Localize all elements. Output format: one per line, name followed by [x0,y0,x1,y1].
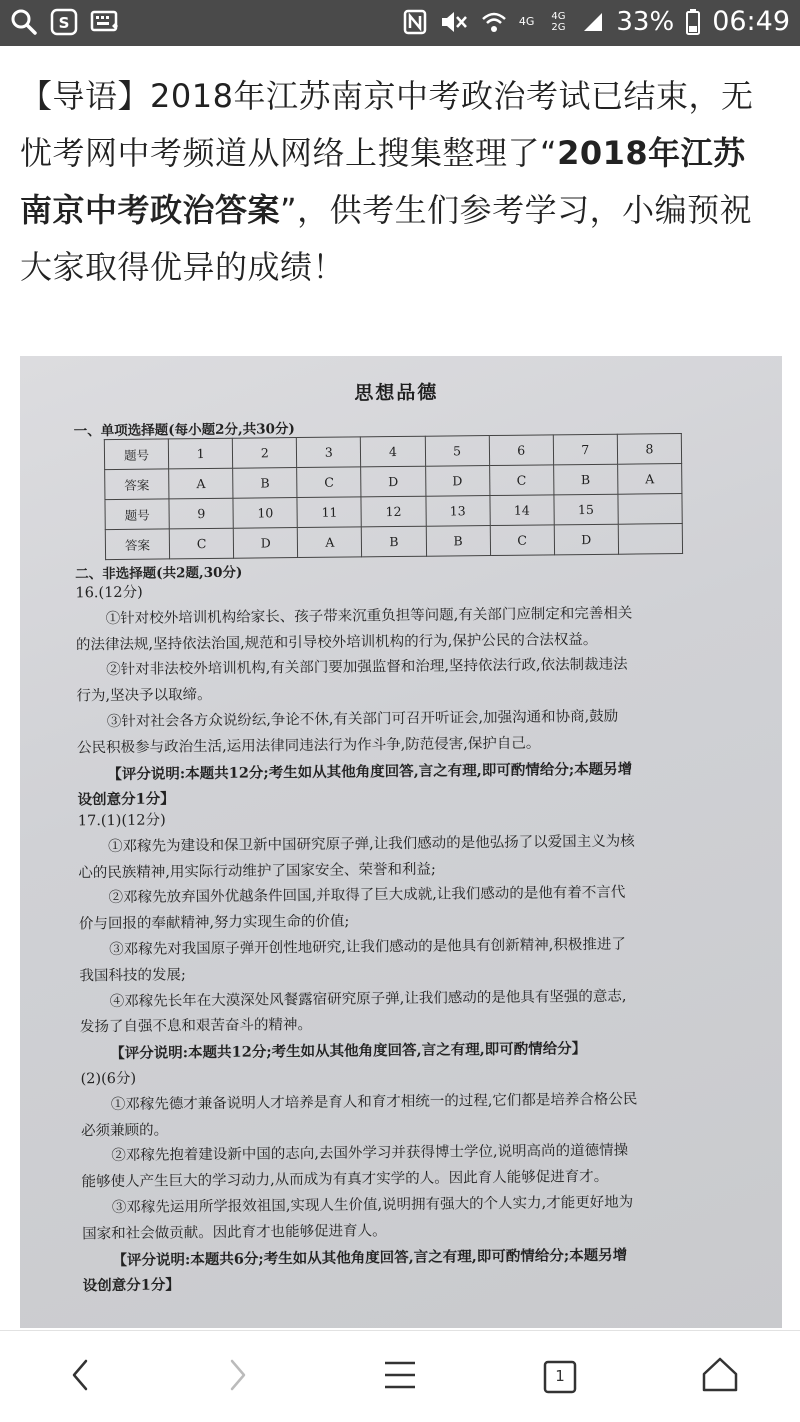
answer-line: 发扬了自强不息和艰苦奋斗的精神。 [79,1017,313,1036]
answer-sheet [20,356,782,1328]
answer-table-row [105,524,682,560]
status-bar [0,0,800,46]
answer-line: ③针对社会各方众说纷纭,争论不休,有关部门可召开听证会,加强沟通和协商,鼓励 [106,708,619,731]
answer-table-cell: C [169,528,233,559]
intro-text-2: ”，供考生们参考学习，小编预祝大家取得优异的成绩！ [20,191,753,286]
forward-icon [228,1358,248,1396]
doc-title: 思想品德 [354,381,439,405]
status-left-icons [10,8,120,36]
keyboard-icon [90,8,120,36]
answer-line: ④邓稼先长年在大漠深处风餐露宿研究原子弹,让我们感动的是他具有坚强的意志, [109,988,627,1010]
answer-table-cell: 1 [168,438,232,469]
answer-line: ②邓稼先放弃国外优越条件回国,并取得了巨大成就,让我们感动的是他有着不言代 [108,885,626,907]
back-button[interactable] [50,1351,110,1403]
intro-text-1: 2018年江苏南京中考政治考试已结束，无忧考网中考频道从网络上搜集整理了“ [20,77,754,172]
answer-table-cell: 12 [361,496,425,527]
answer-line: ①邓稼先德才兼备说明人才培养是育人和育才相统一的过程,它们都是培养合格公民 [110,1091,638,1113]
answer-table-cell: C [489,465,553,496]
answer-table-cell: D [425,466,489,497]
answer-line: ③邓稼先运用所学报效祖国,实现人生价值,说明拥有强大的个人实力,才能更好地为 [111,1194,634,1216]
answer-table-cell: 11 [297,497,361,528]
menu-icon [383,1360,417,1394]
answer-line: 国家和社会做贡献。因此育才也能够促进育人。 [82,1222,387,1243]
answer-table-cell: 5 [425,436,489,467]
answer-table-row-header: 答案 [105,469,169,500]
answer-table-cell: B [362,526,426,557]
answer-table-row-header: 题号 [104,439,168,470]
mute-icon [439,9,469,35]
answer-line: ③邓稼先对我国原子弹开创性地研究,让我们感动的是他具有创新精神,积极推进了 [109,936,626,959]
answer-line: ①邓稼先为建设和保卫新中国研究原子弹,让我们感动的是他弘扬了以爱国主义为核 [108,833,635,855]
answer-table-cell: B [233,468,297,499]
answer-sheet-photo[interactable] [20,356,782,1328]
tab-count: 1 [555,1367,565,1385]
home-button[interactable] [690,1351,750,1403]
answer-line: 【评分说明:本题共12分;考生如从其他角度回答,言之有理,即可酌情给分;本题另增 [107,760,633,783]
forward-button[interactable] [208,1351,268,1403]
answer-table-cell: C [297,467,361,498]
answer-table-cell [618,494,682,525]
battery-icon [686,9,700,35]
answer-line: 【评分说明:本题共6分;考生如从其他角度回答,言之有理,即可酌情给分;本题另增 [112,1246,628,1269]
answer-line: 心的民族精神,用实际行动维护了国家安全、荣誉和利益; [78,861,436,881]
answer-line: 设创意分1分】 [77,790,175,809]
answer-line: 设创意分1分】 [82,1276,180,1295]
answer-table-cell: 14 [490,495,554,526]
tabs-icon [543,1360,577,1394]
back-icon [70,1358,90,1396]
question-17-answer [78,802,773,1299]
nfc-icon [403,9,427,35]
menu-button[interactable] [370,1351,430,1403]
answer-line: (2)(6分) [80,1070,137,1088]
answer-table-cell: B [553,464,617,495]
answer-table-cell: 3 [297,437,361,468]
answer-line: 公民积极参与政治生活,运用法律同违法行为作斗争,防范侵害,保护自己。 [76,735,541,757]
question-16-answer [75,574,767,813]
answer-table-cell: 15 [554,494,618,525]
clock: 06:49 [712,6,790,37]
article-intro [20,68,770,296]
answer-table-cell: A [298,527,362,558]
answer-table-row-header: 题号 [105,499,169,530]
answer-line: ②邓稼先抱着建设新中国的志向,去国外学习并获得博士学位,说明高尚的道德情操 [111,1142,629,1165]
answer-table-cell: 9 [169,498,233,529]
answer-table-cell: 8 [617,434,681,465]
answer-line: 【评分说明:本题共12分;考生如从其他角度回答,言之有理,即可酌情给分】 [110,1040,587,1063]
answer-table-cell: 6 [489,435,553,466]
answer-table-cell: D [233,528,297,559]
answer-line: 能够使人产生巨大的学习动力,从而成为有真才实学的人。因此育人能够促进育才。 [81,1168,609,1191]
section-2-heading: 二、非选择题(共2题,30分) [75,564,243,583]
answer-line: ①针对校外培训机构给家长、孩子带来沉重负担等问题,有关部门应制定和完善相关 [105,605,633,627]
intro-prefix: 【导语】 [20,77,151,115]
answer-line: 16.(12分) [75,584,143,602]
svg-text:S: S [58,14,70,32]
intro-bold-title: 2018年江苏南京中考政治答案 [20,134,746,229]
answer-line: 价与回报的奉献精神,努力实现生命的价值; [78,913,350,933]
search-icon [10,8,38,36]
answer-table-cell: A [169,468,233,499]
answer-table [104,433,683,560]
home-icon [700,1356,740,1398]
section-1-heading: 一、单项选择题(每小题2分,共30分) [73,421,295,440]
answer-table-cell: 2 [233,438,297,469]
answer-table-cell: 4 [361,436,425,467]
network-4g-label: 4G [518,15,535,28]
answer-table-row-header: 答案 [105,529,169,560]
answer-table-cell: C [490,525,554,556]
answer-table-cell: 13 [425,496,489,527]
answer-line: 的法律法规,坚持依法治国,规范和引导校外培训机构的行为,保护公民的合法权益。 [75,631,598,653]
tabs-button[interactable] [530,1351,590,1403]
answer-table-cell: D [361,466,425,497]
answer-line: 17.(1)(12分) [77,812,166,830]
answer-table-cell: 10 [233,498,297,529]
answer-table-cell: B [426,526,490,557]
answer-line: 必须兼顾的。 [80,1122,169,1139]
network-4g2g-label: 4G 2G [551,10,566,33]
status-right-icons [403,6,790,37]
answer-line: 我国科技的发展; [79,967,186,985]
signal-icon [582,11,604,33]
answer-table-cell: D [554,524,618,555]
answer-table-cell [618,524,682,555]
sogou-icon [50,8,78,36]
answer-line: 行为,坚决予以取缔。 [76,687,212,705]
answer-line: ②针对非法校外培训机构,有关部门要加强监督和治理,坚持依法行政,依法制裁违法 [106,656,628,679]
browser-nav-bar [0,1330,800,1422]
battery-percent: 33% [616,6,675,37]
wifi-icon [481,10,507,34]
answer-table-cell: A [617,464,681,495]
answer-table-cell: 7 [553,434,617,465]
